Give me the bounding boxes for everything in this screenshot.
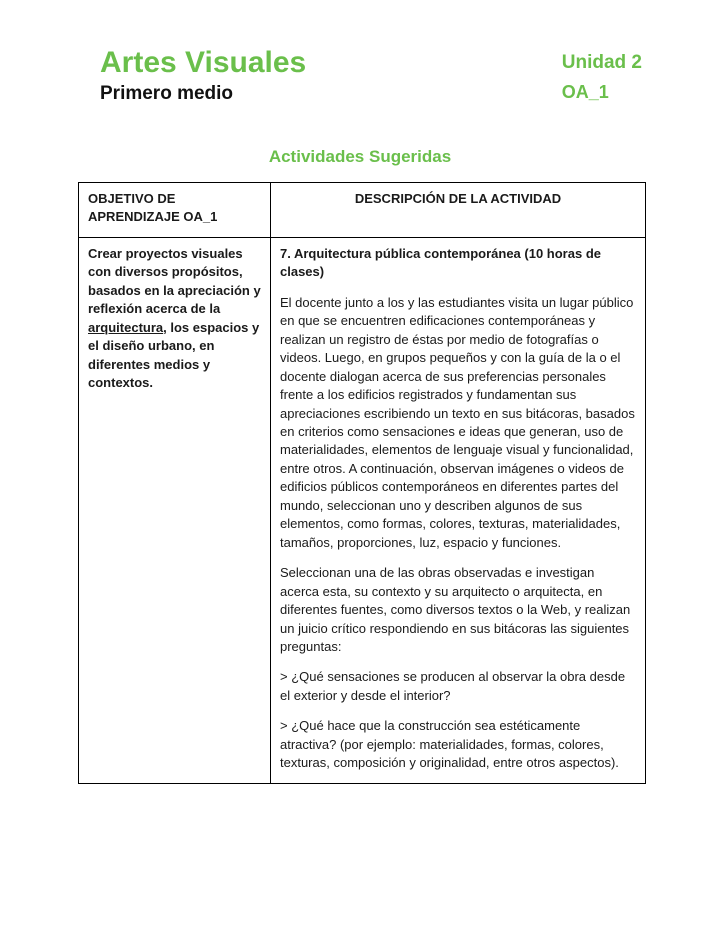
document-title: Artes Visuales xyxy=(100,46,307,79)
page-title: Actividades Sugeridas xyxy=(268,147,452,166)
document-subtitle: Primero medio xyxy=(100,83,234,104)
header-right xyxy=(562,46,642,103)
objective-text-before: Crear proyectos visuales con diversos propósitos, basados en la apreciación y reflexión acerca de la xyxy=(88,245,261,317)
activity-heading: 7. Arquitectura pública contemporánea (10 horas de clases) xyxy=(280,245,601,280)
activity-question: > ¿Qué sensaciones se producen al observar la obra desde el exterior y desde el interior? xyxy=(280,669,626,703)
objective-text-underlined: arquitectura xyxy=(88,319,164,335)
table-body-row xyxy=(79,237,646,783)
activity-question: > ¿Qué hace que la construcción sea estéticamente atractiva? (por ejemplo: materialidades, formas, colores, texturas, composición y originalidad, entre otros aspectos). xyxy=(280,718,619,771)
header-left xyxy=(100,46,306,105)
activity-paragraph: El docente junto a los y las estudiantes visita un lugar público en que se encuentren edificaciones contemporáneas y realizan un registro de éstas por medio de fotografías o videos. Luego, en grupos pequeños y con la guía de la o el docente dialogan acerca de sus preferencias personales frente a los edificios registrados y fundamentan sus apreciaciones escribiendo un texto en sus bitácoras, basados en criterios como sensaciones e ideas que generan, uso de materialidades, elementos de lenguaje visual y funcionalidad, entre otros. A continuación, observan imágenes o videos de edificios públicos contemporáneos en diferentes partes del mundo, seleccionan uno y describen algunos de sus elementos, como formas, colores, texturas, materialidades, tamaños, proporciones, luz, espacio y funciones. xyxy=(280,294,635,550)
document-header xyxy=(0,0,720,105)
activity-paragraph: Seleccionan una de las obras observadas e investigan acerca esta, su contexto y su arquitecto o arquitecta, en diferentes fuentes, como diversos textos o la Web, y realizan un juicio crítico respondiendo en sus bitácoras las siguientes preguntas: xyxy=(280,565,631,654)
objective-column-header: OBJETIVO DE APRENDIZAJE OA_1 xyxy=(79,183,271,238)
unit-label: Unidad 2 xyxy=(561,52,642,73)
activities-table xyxy=(78,182,646,784)
objective-cell xyxy=(79,237,271,783)
description-column-header: DESCRIPCIÓN DE LA ACTIVIDAD xyxy=(271,183,646,238)
table-header-row xyxy=(79,183,646,238)
objective-text-after: , los espacios y el diseño urbano, en diferentes medios y contextos. xyxy=(88,319,260,391)
oa-label: OA_1 xyxy=(561,82,609,102)
activity-cell xyxy=(271,237,646,783)
